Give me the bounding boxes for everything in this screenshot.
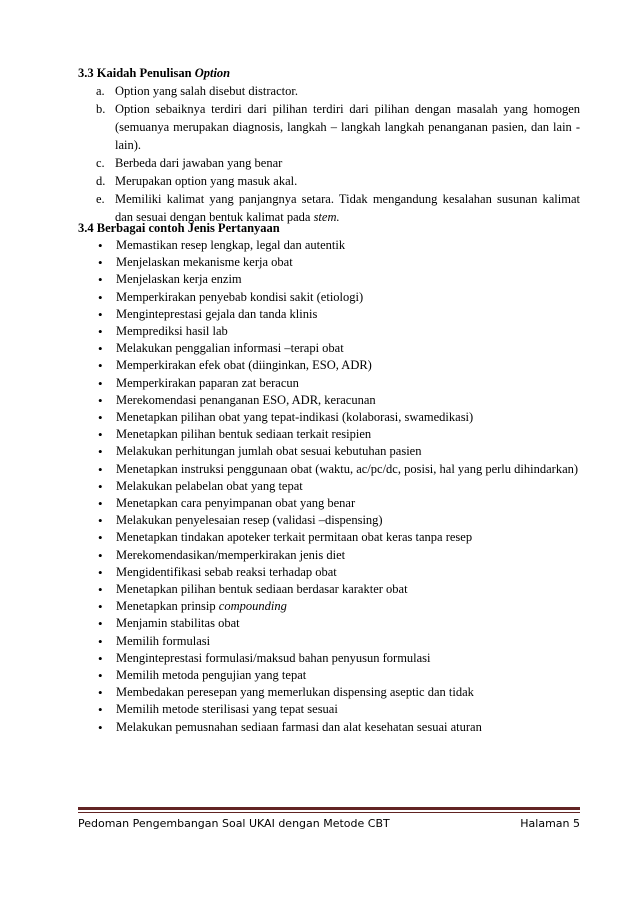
list-item <box>78 581 580 598</box>
list-item <box>78 340 580 357</box>
bullet-icon: • <box>98 461 103 477</box>
bullet-icon: • <box>98 496 103 512</box>
list-item <box>78 701 580 718</box>
list-item <box>78 598 580 615</box>
list-item-text: Menjamin stabilitas obat <box>116 616 240 631</box>
list-item-text: Menetapkan pilihan obat yang tepat-indikasi (kolaborasi, swamedikasi) <box>116 410 474 425</box>
list-item <box>78 426 580 443</box>
bullet-icon: • <box>98 668 103 684</box>
text-part: Memiliki kalimat yang panjangnya setara. Tidak mengandung kesalahan susunan kalimat dan sesuai dengan bentuk kalimat pada <box>115 192 580 224</box>
list-item-text: Memilih metode sterilisasi yang tepat sesuai <box>116 702 338 717</box>
page-footer <box>78 807 580 830</box>
list-item <box>78 392 580 409</box>
list-item-text: Memperkirakan paparan zat beracun <box>116 375 299 390</box>
list-item-text: Menetapkan prinsip <box>116 599 219 614</box>
list-item <box>78 100 580 154</box>
section-heading: 3.4 Berbagai contoh Jenis Pertanyaan <box>78 221 280 235</box>
list-item-text: Membedakan peresepan yang memerlukan dispensing aseptic dan tidak <box>116 685 474 700</box>
bullet-icon: • <box>98 341 103 357</box>
bullet-icon: • <box>98 358 103 374</box>
bullet-icon: • <box>98 513 103 529</box>
bullet-icon: • <box>98 427 103 443</box>
list-item-text: Melakukan penggalian informasi –terapi obat <box>116 341 344 356</box>
list-item <box>78 306 580 323</box>
bullet-icon: • <box>98 324 103 340</box>
list-item-text: Memprediksi hasil lab <box>116 324 228 339</box>
bullet-icon: • <box>98 582 103 598</box>
list-item <box>78 547 580 564</box>
heading-italic: Option <box>194 66 231 80</box>
list-item-text: Memperkirakan efek obat (diinginkan, ESO, ADR) <box>116 358 372 373</box>
list-item <box>78 289 580 306</box>
list-item <box>78 615 580 632</box>
bullet-icon: • <box>98 685 103 701</box>
list-item-text: Merekomendasi penanganan ESO, ADR, keracunan <box>116 392 376 407</box>
list-marker: e. <box>96 192 105 206</box>
list-item-text: Memilih metoda pengujian yang tepat <box>116 668 307 683</box>
bullet-icon: • <box>98 444 103 460</box>
list-item-text: Option sebaiknya terdiri dari pilihan terdiri dari pilihan dengan masalah yang homogen (semuanya merupakan diagnosis, langkah – langkah langkah penanganan pasien, dan lain - lain). <box>115 102 580 152</box>
list-item <box>78 684 580 701</box>
footer-title: Pedoman Pengembangan Soal UKAI dengan Metode CBT <box>78 817 390 830</box>
list-item-text: Memastikan resep lengkap, legal dan autentik <box>116 238 346 252</box>
bullet-icon: • <box>98 650 103 666</box>
section-3-3 <box>78 64 580 226</box>
option-rules-list <box>78 82 580 226</box>
bullet-icon: • <box>98 238 103 253</box>
list-item <box>78 495 580 512</box>
list-item <box>78 478 580 495</box>
list-item <box>78 409 580 426</box>
list-item-text: Memperkirakan penyebab kondisi sakit (etiologi) <box>116 289 364 304</box>
list-item-text: Berbeda dari jawaban yang benar <box>115 156 283 170</box>
bullet-icon: • <box>98 272 103 288</box>
bullet-icon: • <box>98 306 103 322</box>
bullet-icon: • <box>98 564 103 580</box>
list-item-text: Merupakan option yang masuk akal. <box>115 174 298 188</box>
list-marker: a. <box>96 84 105 98</box>
compounding-italic: compounding <box>218 599 287 614</box>
bullet-icon: • <box>98 530 103 546</box>
list-item-text: Menetapkan tindakan apoteker terkait permitaan obat keras tanpa resep <box>116 530 473 545</box>
list-item-text: Menetapkan cara penyimpanan obat yang benar <box>116 496 356 511</box>
list-item <box>78 172 580 190</box>
bullet-icon: • <box>98 410 103 426</box>
list-item-text: Menetapkan instruksi penggunaan obat (waktu, ac/pc/dc, posisi, hal yang perlu dihindarkan) <box>116 461 579 476</box>
bullet-icon: • <box>98 719 103 735</box>
bullet-icon: • <box>98 375 103 391</box>
bullet-icon: • <box>98 547 103 563</box>
list-item-text: Menginteprestasi formulasi/maksud bahan penyusun formulasi <box>116 650 431 665</box>
bullet-icon: • <box>98 289 103 305</box>
list-item-text: Menetapkan pilihan bentuk sediaan berdasar karakter obat <box>116 582 408 597</box>
list-item-text: Menginteprestasi gejala dan tanda klinis <box>116 306 318 321</box>
list-item <box>78 323 580 340</box>
bullet-icon: • <box>98 255 103 271</box>
list-item-text: Menjelaskan mekanisme kerja obat <box>116 255 293 270</box>
section-3-4 <box>78 219 580 736</box>
list-item-text: Menetapkan pilihan bentuk sediaan terkait resipien <box>116 427 372 442</box>
list-item <box>78 357 580 374</box>
list-item <box>78 512 580 529</box>
bullet-icon: • <box>98 478 103 494</box>
list-item-text: Option yang salah disebut distractor. <box>115 84 298 98</box>
list-item-text: Mengidentifikasi sebab reaksi terhadap obat <box>116 564 337 579</box>
list-item-text: Melakukan perhitungan jumlah obat sesuai kebutuhan pasien <box>116 444 422 459</box>
list-marker: b. <box>96 102 106 116</box>
list-item <box>78 271 580 288</box>
list-item-text: Melakukan penyelesaian resep (validasi –dispensing) <box>116 513 383 528</box>
list-item-text: Merekomendasikan/memperkirakan jenis diet <box>116 547 346 562</box>
section-heading <box>78 64 580 82</box>
footer-rule-thick <box>78 807 580 810</box>
list-item <box>78 529 580 546</box>
list-item <box>78 564 580 581</box>
list-item <box>78 375 580 392</box>
list-marker: c. <box>96 156 105 170</box>
list-item <box>78 237 580 254</box>
list-marker: d. <box>96 174 106 188</box>
footer-rule-thin <box>78 812 580 813</box>
list-item <box>78 82 580 100</box>
list-item <box>78 633 580 650</box>
page-number: Halaman 5 <box>520 817 580 830</box>
list-item <box>78 461 580 478</box>
stem-italic: stem. <box>313 210 340 224</box>
bullet-icon: • <box>98 633 103 649</box>
list-item <box>78 650 580 667</box>
list-item-text: Menjelaskan kerja enzim <box>116 272 242 287</box>
heading-prefix: 3.3 Kaidah Penulisan <box>78 66 195 80</box>
list-item <box>78 667 580 684</box>
bullet-icon: • <box>98 616 103 632</box>
list-item <box>78 254 580 271</box>
bullet-icon: • <box>98 702 103 718</box>
list-item-text: Memilih formulasi <box>116 633 211 648</box>
list-item-text: Melakukan pelabelan obat yang tepat <box>116 478 303 493</box>
list-item-text: Melakukan pemusnahan sediaan farmasi dan alat kesehatan sesuai aturan <box>116 719 482 734</box>
list-item <box>78 719 580 736</box>
list-item <box>78 443 580 460</box>
bullet-icon: • <box>98 599 103 615</box>
bullet-icon: • <box>98 392 103 408</box>
question-types-list <box>78 237 580 736</box>
list-item <box>78 154 580 172</box>
